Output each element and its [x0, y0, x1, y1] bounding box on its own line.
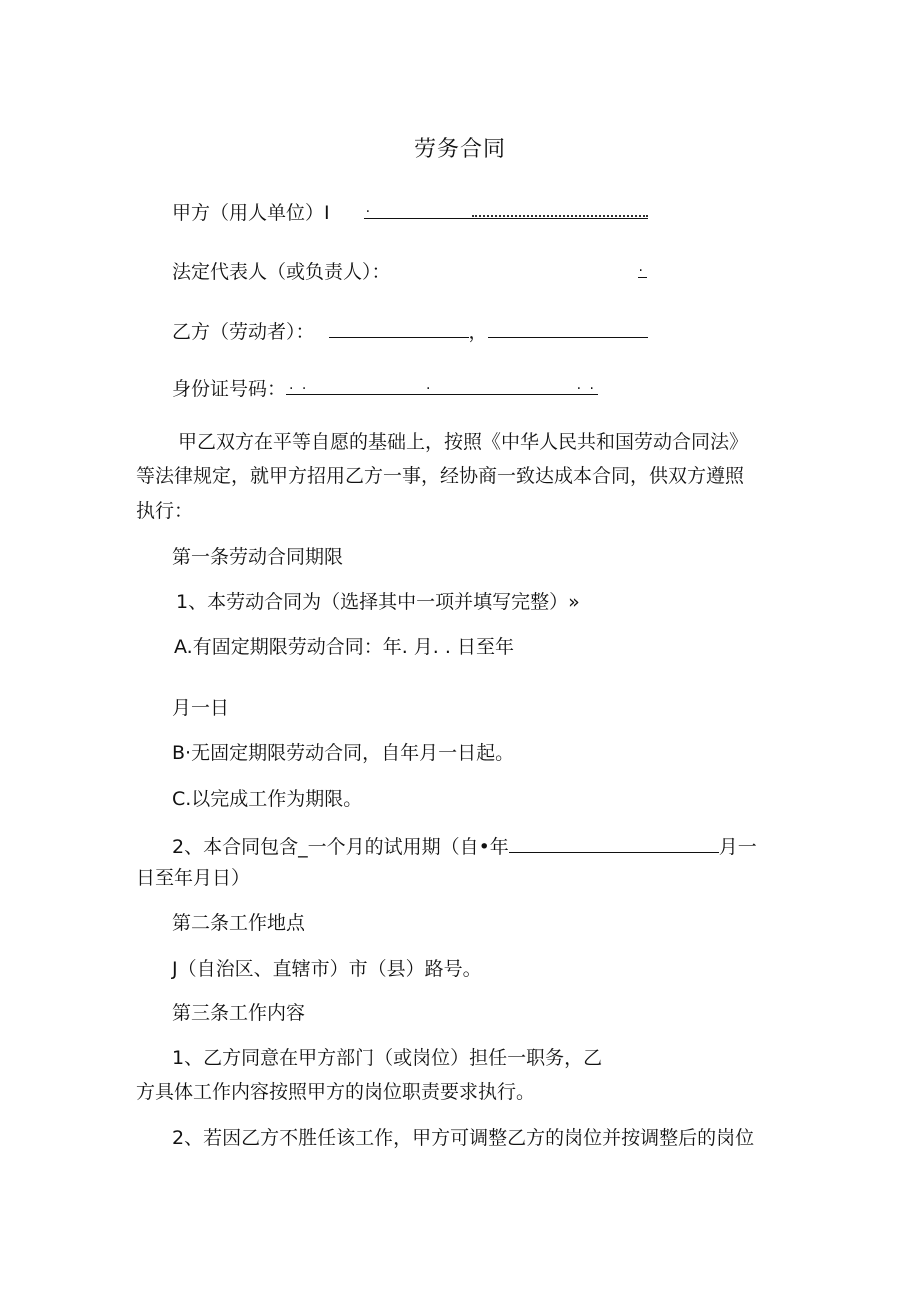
preamble-line-1: 甲乙双方在平等自愿的基础上，按照《中华人民共和国劳动合同法》 — [178, 431, 749, 453]
id-number-dots-left: . . — [289, 377, 309, 393]
party-a-line — [172, 198, 648, 225]
party-a-blank[interactable] — [364, 198, 472, 219]
id-number-line — [172, 374, 598, 401]
party-b-label: 乙方（劳动者）： — [172, 321, 315, 343]
legal-rep-label: 法定代表人（或负责人）： — [172, 261, 391, 283]
probation-year-blank[interactable] — [509, 832, 719, 853]
preamble-line-3: 执行： — [136, 500, 194, 522]
article-3-heading: 第三条工作内容 — [172, 1002, 306, 1024]
legal-rep-dot: . — [638, 259, 643, 275]
article-2-text: J（自治区、直辖市）市（县）路号。 — [172, 958, 482, 980]
article-3-item-2: 2、若因乙方不胜任该工作，甲方可调整乙方的岗位并按调整后的岗位 — [172, 1127, 755, 1149]
party-b-second-blank[interactable] — [488, 317, 648, 338]
article-1-item-1: 1、本劳动合同为（选择其中一项并填写完整）» — [176, 591, 580, 613]
party-a-dotted-field[interactable] — [472, 198, 648, 219]
article-1-item-2-cont: 日至年月日） — [136, 867, 251, 889]
preamble-line-2: 等法律规定，就甲方招用乙方一事，经协商一致达成本合同，供双方遵照 — [136, 465, 745, 487]
probation-text-start: 2、本合同包含_一个月的试用期（自•年 — [172, 836, 509, 858]
legal-rep-blank[interactable] — [638, 257, 647, 278]
article-1-item-2 — [172, 832, 757, 859]
article-3-item-1-line-1: 1、乙方同意在甲方部门（或岗位）担任一职务，乙 — [172, 1047, 603, 1069]
id-number-dot-middle: . — [426, 377, 431, 393]
legal-rep-line — [172, 257, 647, 284]
party-b-line — [172, 317, 648, 344]
party-a-dot: . — [365, 200, 371, 216]
party-b-comma: ， — [468, 321, 488, 343]
party-a-label: 甲方（用人单位）I — [172, 202, 330, 224]
article-1-option-a-cont: 月一日 — [172, 697, 230, 719]
article-1-heading: 第一条劳动合同期限 — [172, 546, 344, 568]
article-1-option-c: C.以完成工作为期限。 — [172, 788, 363, 810]
id-number-dots-right: . . — [576, 377, 597, 393]
article-1-option-a: A.有固定期限劳动合同：年. 月. . 日至年 — [174, 636, 514, 658]
article-1-option-b: B·无固定期限劳动合同，自年月一日起。 — [172, 742, 515, 764]
article-2-heading: 第二条工作地点 — [172, 912, 306, 934]
probation-text-end: 月一 — [718, 836, 757, 858]
document-title: 劳务合同 — [413, 137, 506, 162]
party-b-name-blank[interactable] — [329, 317, 469, 338]
id-number-label: 身份证号码： — [172, 378, 287, 400]
id-number-blank[interactable] — [286, 374, 598, 395]
article-3-item-1-line-2: 方具体工作内容按照甲方的岗位职责要求执行。 — [136, 1081, 536, 1103]
